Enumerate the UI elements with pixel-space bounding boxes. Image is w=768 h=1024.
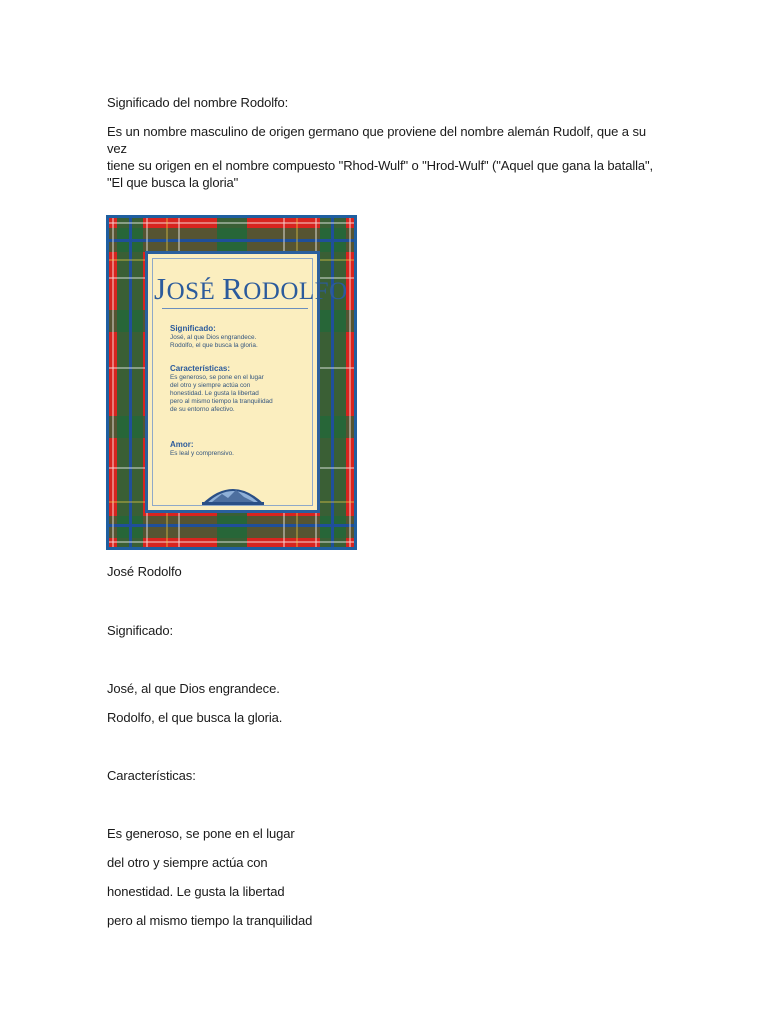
- intro-line: "El que busca la gloria": [107, 175, 239, 190]
- card-title-rest: ODOLFO: [243, 278, 348, 305]
- card-caracteristicas-text: [170, 374, 310, 414]
- significado-line: Rodolfo, el que busca la gloria.: [107, 710, 283, 725]
- card-text-line: Rodolfo, el que busca la gloria.: [170, 342, 258, 349]
- card-title-rest: OSÉ: [166, 278, 223, 305]
- card-divider: [162, 308, 308, 309]
- name-heading: José Rodolfo: [107, 564, 182, 579]
- intro-line: Es un nombre masculino de origen germano que proviene del nombre alemán Rudolf, que a su vez: [107, 124, 646, 156]
- caracteristicas-line: pero al mismo tiempo la tranquilidad: [107, 913, 313, 928]
- caracteristicas-label: Características:: [107, 768, 196, 783]
- card-amor-label: Amor:: [170, 440, 194, 449]
- card-title: [154, 271, 348, 307]
- card-text-line: Es leal y comprensivo.: [170, 450, 234, 457]
- significado-line: José, al que Dios engrandece.: [107, 681, 280, 696]
- intro-line: tiene su origen en el nombre compuesto "Rhod-Wulf" o "Hrod-Wulf" ("Aquel que gana la batalla",: [107, 158, 654, 173]
- caracteristicas-line: del otro y siempre actúa con: [107, 855, 268, 870]
- card-caracteristicas-label: Características:: [170, 364, 231, 373]
- caracteristicas-line: honestidad. Le gusta la libertad: [107, 884, 285, 899]
- card-significado-label: Significado:: [170, 324, 216, 333]
- card-emblem-icon: [200, 480, 266, 506]
- card-amor-text: [170, 450, 310, 458]
- card-text-line: pero al mismo tiempo la tranquilidad: [170, 398, 273, 405]
- intro-paragraph: [107, 123, 667, 191]
- card-text-line: honestidad. Le gusta la libertad: [170, 390, 259, 397]
- card-text-line: de su entorno afectivo.: [170, 406, 235, 413]
- card-text-line: José, al que Dios engrandece.: [170, 334, 257, 341]
- card-title-initial: R: [222, 271, 244, 306]
- caracteristicas-line: Es generoso, se pone en el lugar: [107, 826, 295, 841]
- card-text-line: Es generoso, se pone en el lugar: [170, 374, 264, 381]
- significado-label: Significado:: [107, 623, 174, 638]
- card-text-line: del otro y siempre actúa con: [170, 382, 251, 389]
- card-panel: [145, 251, 348, 513]
- card-title-initial: J: [154, 271, 167, 306]
- name-card-image: [106, 215, 357, 550]
- card-significado-text: [170, 334, 310, 350]
- page-heading: Significado del nombre Rodolfo:: [107, 95, 289, 110]
